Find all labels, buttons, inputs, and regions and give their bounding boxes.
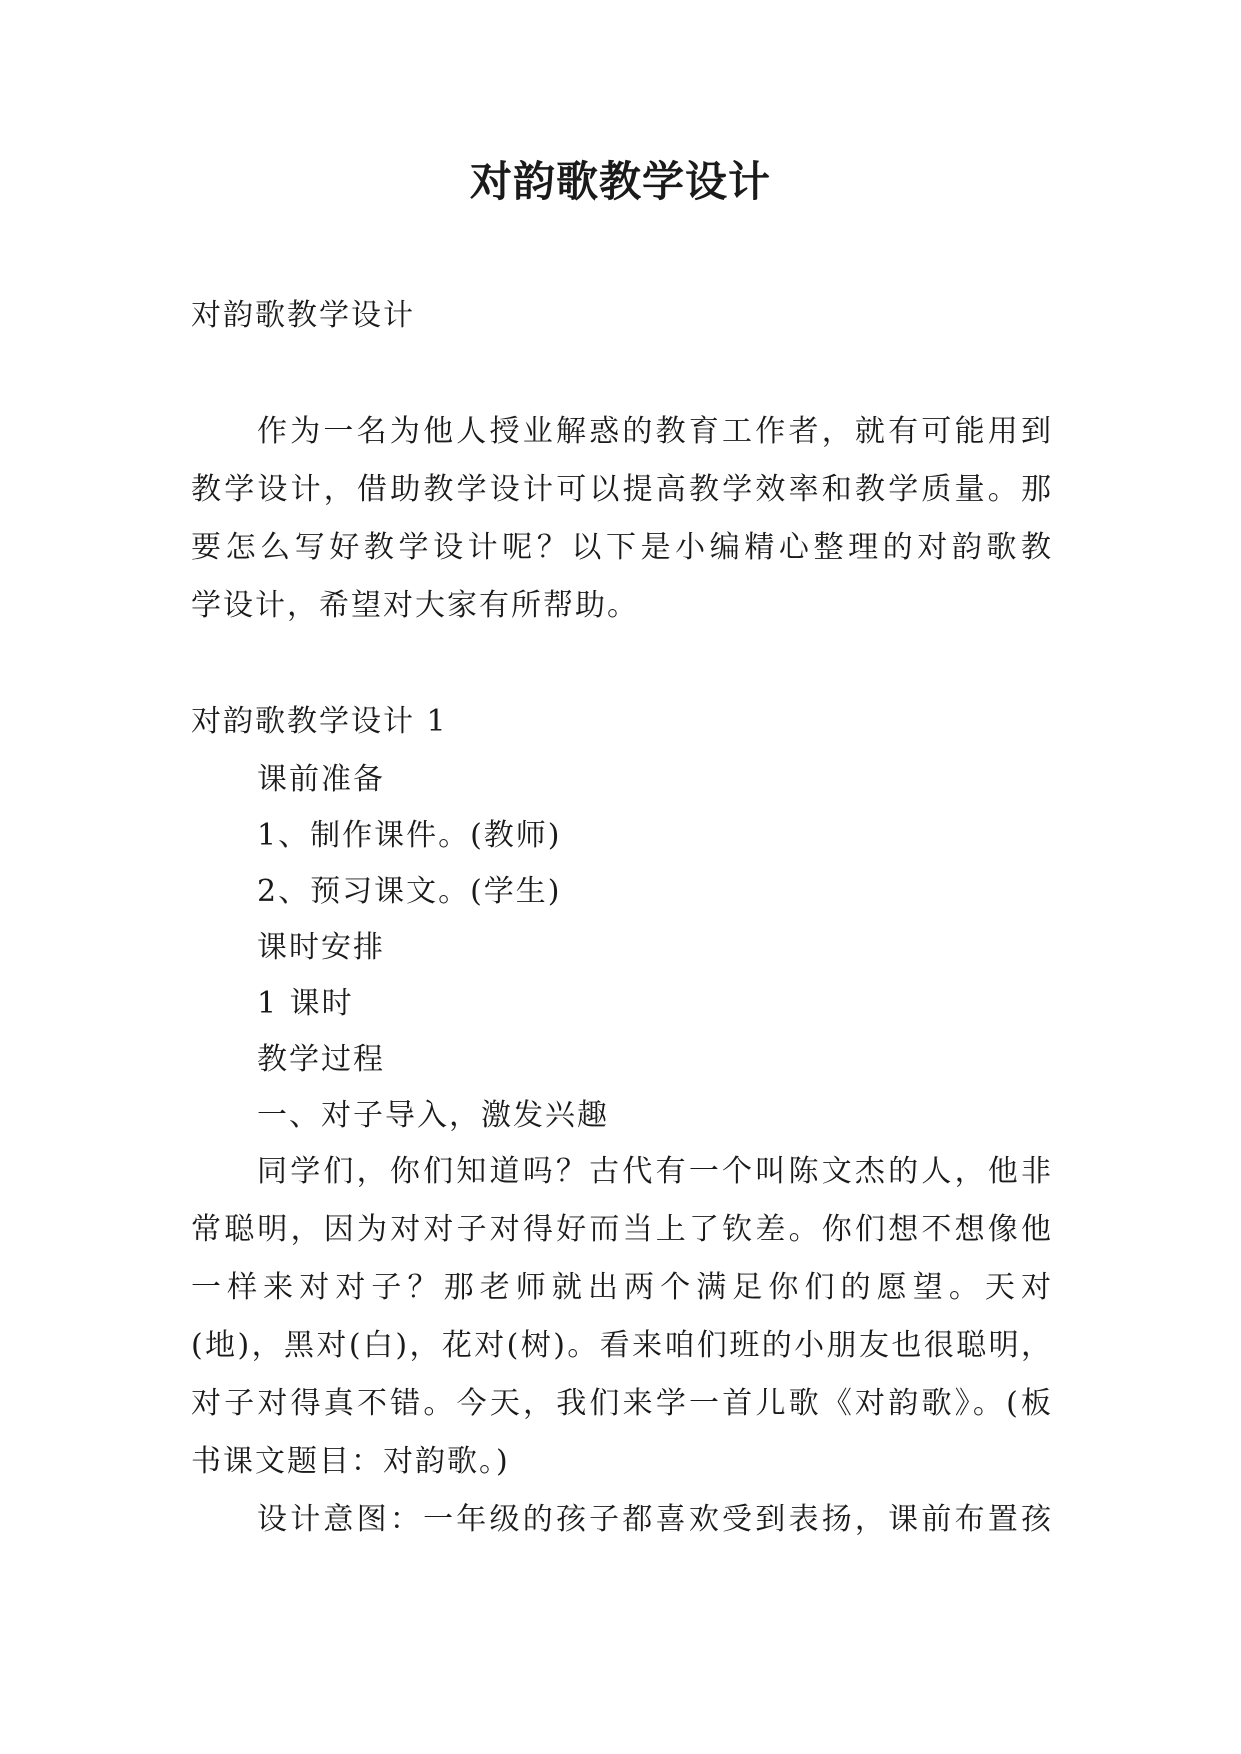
paragraph-line: (地)，黑对(白)，花对(树)。看来咱们班的小朋友也很聪明，: [191, 1328, 1051, 1363]
list-item: 课前准备: [257, 762, 385, 797]
subtitle: 对韵歌教学设计: [191, 298, 415, 333]
paragraph-line: 书课文题目：对韵歌。): [191, 1444, 510, 1479]
list-item: 1 课时: [257, 986, 354, 1021]
section-heading: 对韵歌教学设计 1: [191, 704, 448, 739]
list-item: 2、预习课文。(学生): [257, 874, 562, 909]
paragraph-line: 同学们，你们知道吗？古代有一个叫陈文杰的人，他非: [257, 1154, 1051, 1189]
intro-line: 学设计，希望对大家有所帮助。: [191, 588, 639, 623]
paragraph-line: 对子对得真不错。今天，我们来学一首儿歌《对韵歌》。(板: [191, 1386, 1051, 1421]
paragraph-line: 一样来对对子？那老师就出两个满足你们的愿望。天对: [191, 1270, 1051, 1305]
list-item: 1、制作课件。(教师): [257, 818, 562, 853]
intro-line: 作为一名为他人授业解惑的教育工作者，就有可能用到: [257, 414, 1051, 449]
list-item: 课时安排: [257, 930, 385, 965]
paragraph-line: 常聪明，因为对对子对得好而当上了钦差。你们想不想像他: [191, 1212, 1051, 1247]
intro-line: 教学设计，借助教学设计可以提高教学效率和教学质量。那: [191, 472, 1051, 507]
intro-line: 要怎么写好教学设计呢？以下是小编精心整理的对韵歌教: [191, 530, 1051, 565]
design-intent-line: 设计意图：一年级的孩子都喜欢受到表扬，课前布置孩: [257, 1502, 1051, 1537]
list-item: 教学过程: [257, 1042, 385, 1077]
list-item: 一、对子导入，激发兴趣: [257, 1098, 609, 1133]
document-title: 对韵歌教学设计: [469, 157, 771, 206]
